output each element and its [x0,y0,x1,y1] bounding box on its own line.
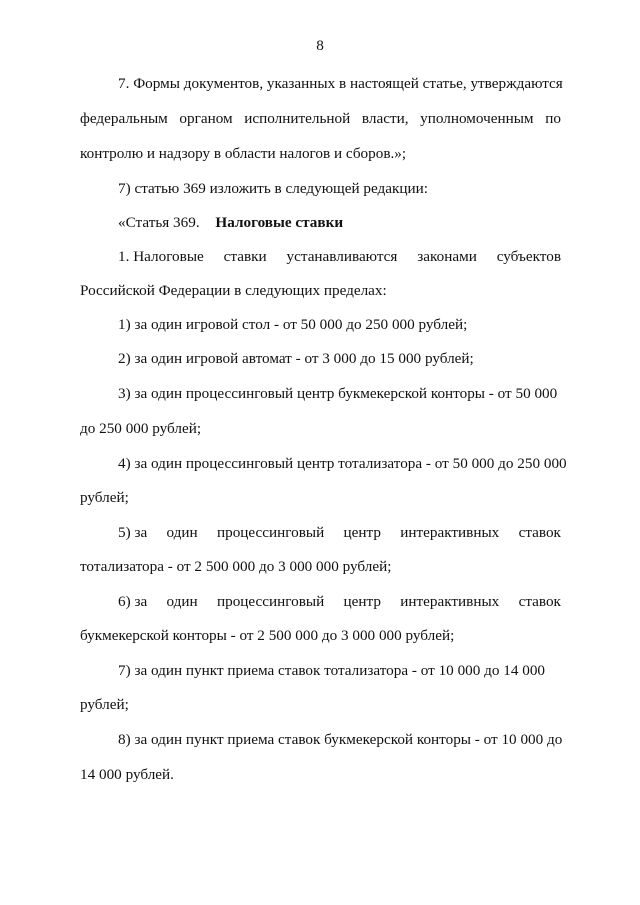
subitem-4-line-2: рублей; [80,489,129,506]
article-title: Налоговые ставки [215,214,344,231]
article-prefix: «Статья 369. [118,214,200,231]
word: ставки [223,248,267,265]
subitem-5-line-1 [118,524,561,541]
word: ставок [518,524,561,541]
para-7-line-1: 7. Формы документов, указанных в настоящей статье, утверждаются [118,75,563,92]
word: интерактивных [400,593,500,610]
word: федеральным [80,110,168,127]
word: один [166,524,198,541]
word: по [545,110,561,127]
article-heading [118,214,343,231]
subitem-7-line-1: 7) за один пункт приема ставок тотализатора - от 10 000 до 14 000 [118,662,546,679]
subitem-6-line-1 [118,593,561,610]
word: устанавливаются [286,248,398,265]
para-7-line-3: контролю и надзору в области налогов и сборов.»; [80,145,407,162]
subitem-7-line-2: рублей; [80,696,129,713]
word: центр [343,593,381,610]
page-number: 8 [316,37,324,54]
word: 5) за [118,524,148,541]
subitem-3-line-1: 3) за один процессинговый центр букмекерской конторы - от 50 000 [118,385,558,402]
para-7-line-2 [80,110,561,127]
amendment-intro: 7) статью 369 изложить в следующей редакции: [118,180,428,197]
word: центр [343,524,381,541]
word: субъектов [496,248,561,265]
subitem-3-line-2: до 250 000 рублей; [80,420,202,437]
word: органом [179,110,233,127]
subitem-8-line-1: 8) за один пункт приема ставок букмекерской конторы - от 10 000 до [118,731,563,748]
subitem-5-line-2: тотализатора - от 2 500 000 до 3 000 000 рублей; [80,558,392,575]
word: процессинговый [216,524,325,541]
word: исполнительной [244,110,351,127]
subitem-6-line-2: букмекерской конторы - от 2 500 000 до 3 000 000 рублей; [80,627,455,644]
word: власти, [361,110,409,127]
word: 6) за [118,593,148,610]
word: уполномоченным [420,110,534,127]
word: интерактивных [400,524,500,541]
word: процессинговый [216,593,325,610]
subitem-2: 2) за один игровой автомат - от 3 000 до 15 000 рублей; [118,350,474,367]
point-1-line-1 [118,248,561,265]
word: законами [417,248,477,265]
word: ставок [518,593,561,610]
word: один [166,593,198,610]
word: 1. Налоговые [118,248,204,265]
subitem-4-line-1: 4) за один процессинговый центр тотализатора - от 50 000 до 250 000 [118,455,567,472]
subitem-1: 1) за один игровой стол - от 50 000 до 250 000 рублей; [118,316,468,333]
point-1-line-2: Российской Федерации в следующих пределах: [80,282,387,299]
subitem-8-line-2: 14 000 рублей. [80,766,174,783]
